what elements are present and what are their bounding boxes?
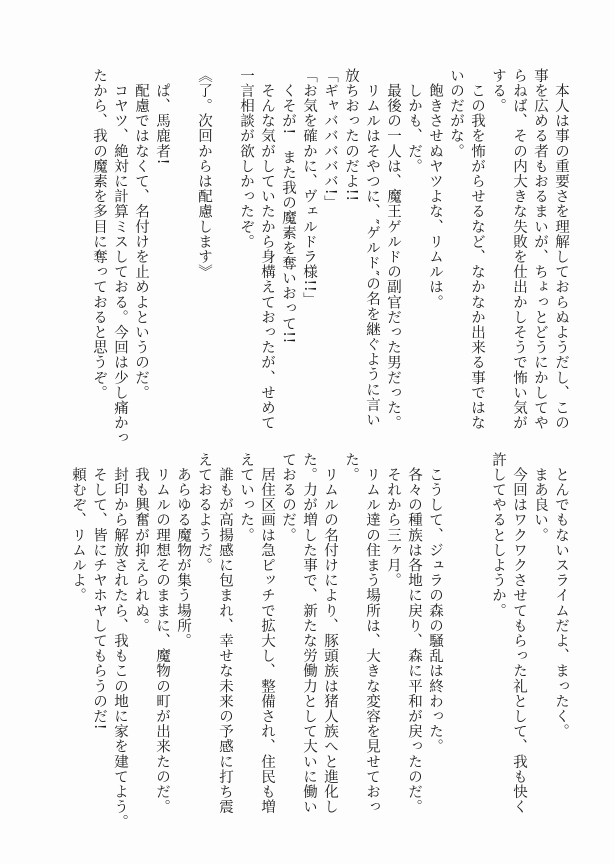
text-line: そんな気がしていたから身構えておったが、せめて [259,68,275,431]
text-line: 最後の一人は、魔王ゲルドの副官だった男だった。 [385,68,401,431]
blank-line [172,68,193,438]
text-line: いのだがな。 [448,68,464,159]
text-line: 放ちおったのだよ!! [343,68,359,202]
text-line: 《了。次回からは配慮します》 [196,68,212,280]
text-line: た。力が増した事で、新たな労働力として大いに働い [301,452,317,815]
text-line: あらゆる魔物が集う場所。 [175,452,191,649]
text-line: 各々の種族は各地に戻り、森に平和が戻ったのだ。 [406,452,422,815]
text-line: たから、我の魔素を多目に奪っておると思うぞ。 [91,68,107,401]
text-line: 我も興奮が抑えられぬ。 [133,452,149,634]
blank-line [466,452,487,824]
blank-line [445,452,466,824]
text-line: リムル達の住まう場所は、大きな変容を見せておっ [364,452,380,815]
text-line: 居住区画は急ピッチで拡大し、整備され、住民も増 [259,452,275,815]
text-line: リムルの理想そのままに、魔物の町が出来たのだ。 [154,452,170,815]
text-line: えていった。 [238,452,254,543]
text-line: らねば、その内大きな失敗を仕出かしそうで怖い気が [511,68,527,431]
text-line: 許してやるとしようか。 [490,452,506,619]
text-line: この我を怖がらせるなど、なかなか出来る事ではな [469,68,485,431]
text-line: そして、皆にチヤホヤしてもらうのだ! [91,452,107,731]
text-line: する。 [490,68,506,114]
text-line: 本人は事の重要さを理解しておらぬようだし、この [553,68,569,431]
text-line: しかも、だ。 [406,68,422,174]
text-line: えておるようだ。 [196,452,212,573]
text-line: コヤツ、絶対に計算ミスしておる。今回は少し痛かっ [112,68,128,446]
text-line: こうして、ジュラの森の騒乱は終わった。 [427,452,443,754]
text-line: それから三ヶ月。 [385,452,401,588]
text-line: まあ良い。 [532,452,548,543]
text-line: ておるのだ。 [280,452,296,543]
text-line: 封印から解放されたら、我もこの地に家を建てよう。 [112,452,128,830]
text-line: リムルはそやつに、″ゲルド″の名を継ぐように言い [364,68,380,428]
text-line: とんでもないスライムだよ、まったく。 [553,452,569,739]
text-line: リムルの名付けにより、豚頭族は猪人族へと進化し [322,452,338,815]
lower-text-block [51,452,571,830]
text-line: くそが! また我の魔素を奪いおって!! [280,68,296,344]
text-line: 今回はワクワクさせてもらった礼として、我も快く [511,452,527,815]
text-line: 誰もが高揚感に包まれ、幸せな未来の予感に打ち震 [217,452,233,815]
text-line: 「ギャバババババ!」 [322,68,338,211]
text-line: 飽きさせぬヤツよな、リムルは。 [427,68,443,310]
blank-line [214,68,235,438]
text-line: 頼むぞ、リムルよ。 [70,452,86,603]
text-line: 事を広める者もおるまいが、ちょっとどうにかしてや [532,68,548,431]
text-line: 一言相談が欲しかったぞ。 [238,68,254,250]
text-line: 配慮ではなくて、名付けを止めよというのだ。 [133,68,149,401]
text-line: 「お気を確かに、ヴェルドラ様!!」 [301,68,317,308]
upper-text-block [51,68,571,446]
text-line: ぱ、馬鹿者! [154,68,170,166]
text-line: た。 [343,452,359,483]
